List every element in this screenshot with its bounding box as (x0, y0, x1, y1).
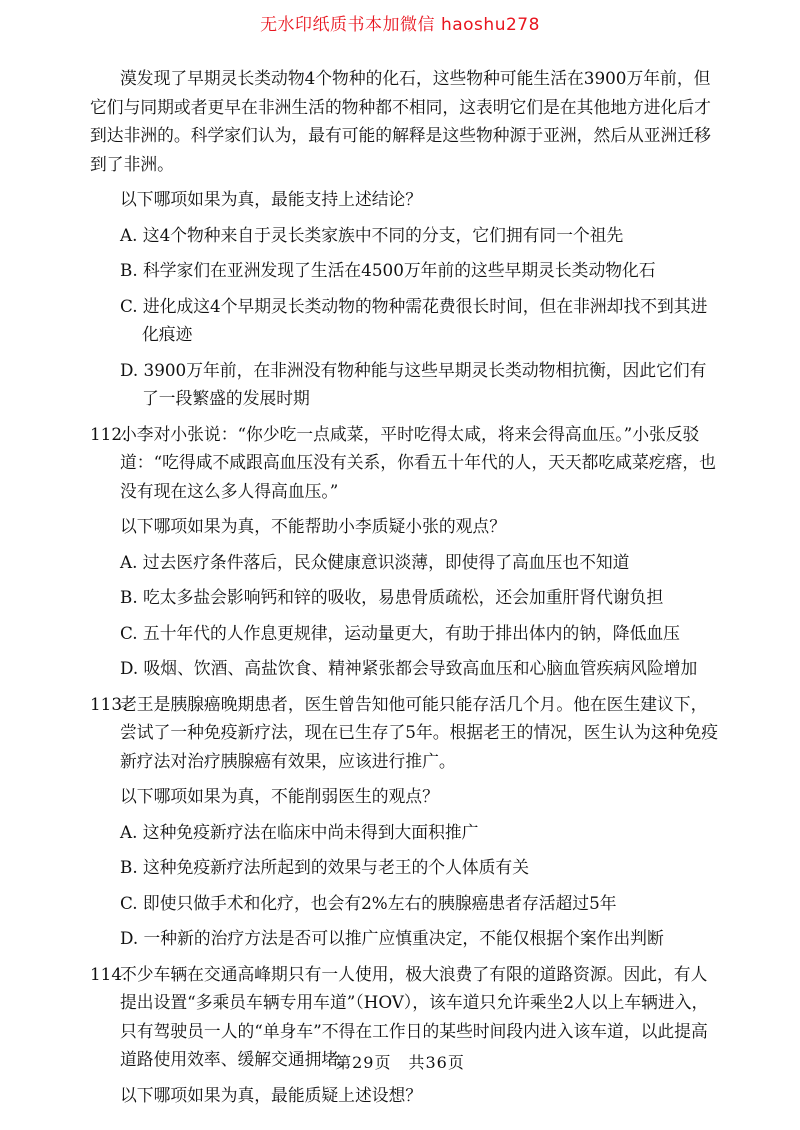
option-d: D. 吸烟、饮酒、高盐饮食、精神紧张都会导致高血压和心脑血管疾病风险增加 (120, 658, 698, 678)
question-number: 114. (90, 963, 128, 984)
page-footer: 第29页 共36页 (335, 1053, 465, 1072)
option-d: D. 3900万年前，在非洲没有物种能与这些早期灵长类动物相抗衡，因此它们有了一段繁盛的发展时期 (120, 359, 707, 408)
option-d: D. 一种新的治疗方法是否可以推广应慎重决定，不能仅根据个案作出判断 (120, 928, 664, 948)
passage-text: 漠发现了早期灵长类动物4个物种的化石，这些物种可能生活在3900万年前，但它们与同期或者更早在非洲生活的物种都不相同，这表明它们是在其他地方进化后才到达非洲的。科学家们认为，最有可能的解释是这些物种源于亚洲，然后从亚洲迁移到了非洲。 (90, 68, 711, 174)
option-c: C. 即使只做手术和化疗，也会有2%左右的胰腺癌患者存活超过5年 (120, 892, 617, 913)
question-113-stem (90, 690, 720, 776)
option-c: C. 进化成这4个早期灵长类动物的物种需花费很长时间，但在非洲却找不到其进化痕迹 (120, 295, 708, 344)
question-prompt: 以下哪项如果为真，最能支持上述结论？ (120, 189, 423, 209)
question-112-stem (90, 420, 720, 506)
watermark: 无水印纸质书本加微信 haoshu278 (260, 15, 540, 35)
question-number: 113. (90, 693, 128, 714)
option-b: B. 吃太多盐会影响钙和锌的吸收，易患骨质疏松，还会加重肝肾代谢负担 (120, 587, 664, 607)
stem-text: 不少车辆在交通高峰期只有一人使用，极大浪费了有限的道路资源。因此，有人提出设置“多乘员车辆专用车道”（HOV），该车道只允许乘坐2人以上车辆进入，只有驾驶员一人的“单身车”不得在工作日的某些时间段内进入该车道，以此提高道路使用效率、缓解交通拥堵。 (120, 963, 709, 1069)
question-number: 112. (90, 423, 128, 444)
option-b: B. 科学家们在亚洲发现了生活在4500万年前的这些早期灵长类动物化石 (120, 260, 656, 280)
option-a: A. 过去医疗条件落后，民众健康意识淡薄，即使得了高血压也不知道 (120, 551, 630, 572)
option-c: C. 五十年代的人作息更规律，运动量更大，有助于排出体内的钠，降低血压 (120, 622, 680, 643)
question-112-prompt: 以下哪项如果为真，不能帮助小李质疑小张的观点？ (120, 516, 506, 536)
stem-text: 老王是胰腺癌晚期患者，医生曾告知他可能只能存活几个月。他在医生建议下，尝试了一种免疫新疗法，现在已生存了5年。根据老王的情况，医生认为这种免疫新疗法对治疗胰腺癌有效果，应该进行推广。 (120, 693, 719, 771)
question-113-prompt: 以下哪项如果为真，不能削弱医生的观点？ (120, 786, 439, 806)
document-body (90, 64, 720, 1116)
option-a: A. 这4个物种来自于灵长类家族中不同的分支，它们拥有同一个祖先 (120, 224, 624, 245)
option-b: B. 这种免疫新疗法所起到的效果与老王的个人体质有关 (120, 857, 529, 877)
option-a: A. 这种免疫新疗法在临床中尚未得到大面积推广 (120, 821, 479, 842)
stem-text: 小李对小张说：“你少吃一点咸菜，平时吃得太咸，将来会得高血压。”小张反驳道：“吃得咸不咸跟高血压没有关系，你看五十年代的人，天天都吃咸菜疙瘩，也没有现在这么多人得高血压。” (120, 423, 716, 501)
question-114-prompt: 以下哪项如果为真，最能质疑上述设想？ (120, 1084, 423, 1105)
